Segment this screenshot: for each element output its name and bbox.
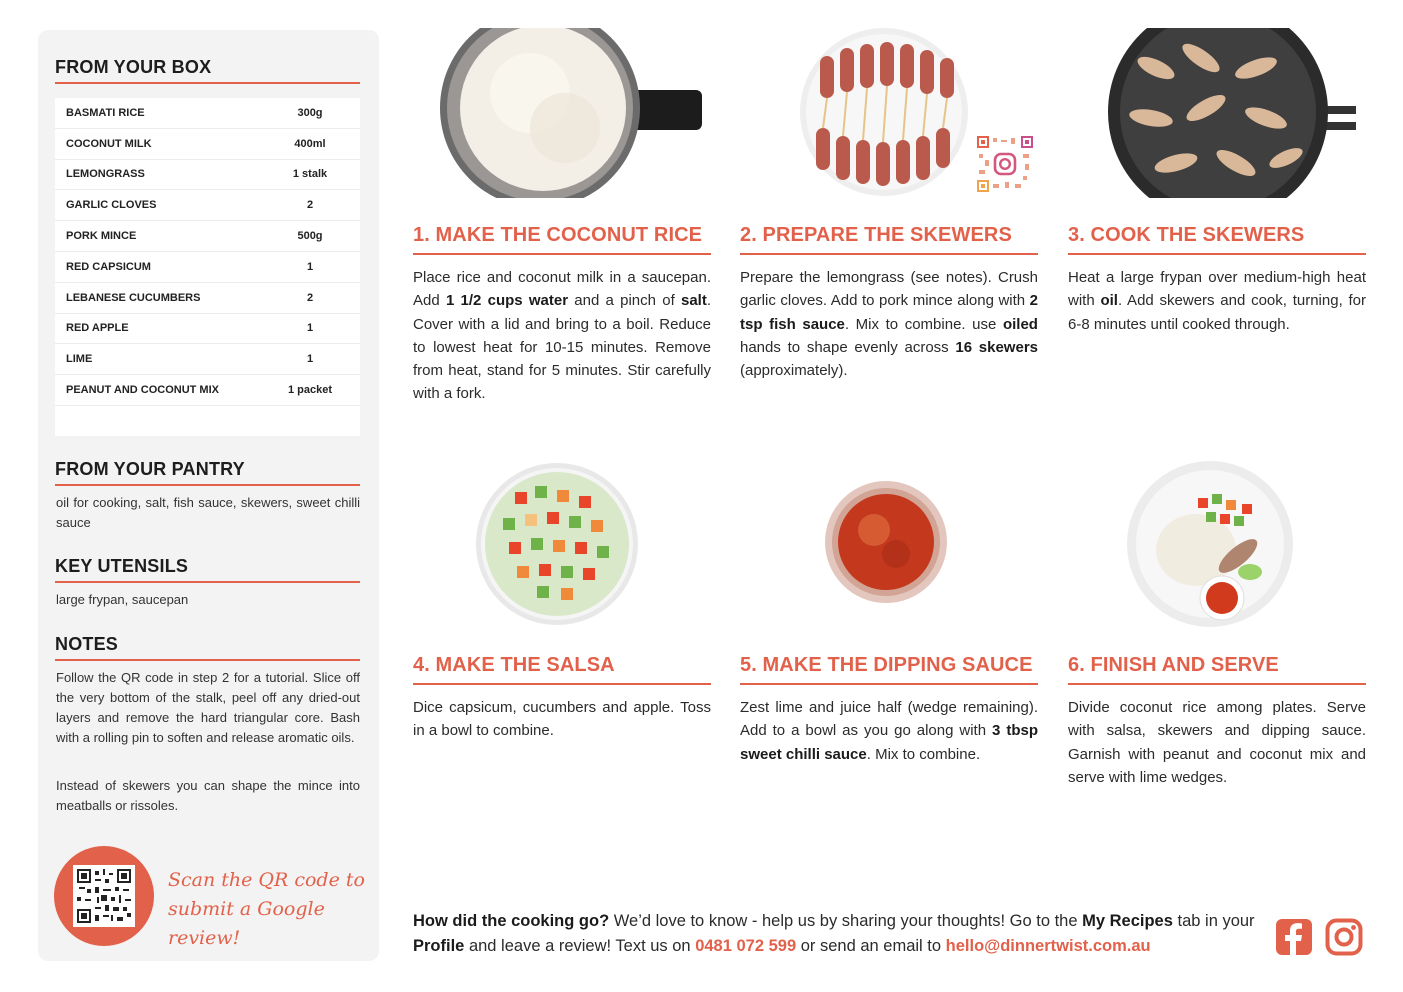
- heading-rule: [55, 581, 360, 583]
- ingredient-qty: 1 stalk: [292, 168, 328, 181]
- step-rule: [740, 683, 1038, 685]
- text-run: Divide coconut rice among plates. Serve with salsa, skewers and dipping sauce. Garnish with peanut and coconut mix and serve with lime wedges.: [1068, 699, 1366, 786]
- ingredient-name: LEMONGRASS: [66, 168, 145, 181]
- bold-text: 1 1/2 cups water: [445, 292, 569, 310]
- heading-rule: [55, 484, 360, 486]
- step-rule: [413, 683, 711, 685]
- step-5-title: 5. MAKE THE DIPPING SAUCE: [740, 654, 1033, 676]
- ingredient-name: COCONUT MILK: [66, 137, 152, 150]
- ingredient-row: [55, 344, 360, 375]
- ingredient-name: RED APPLE: [66, 322, 129, 335]
- raw-skewers-photo: [798, 28, 970, 198]
- bold-text: 16 skewers: [955, 338, 1038, 356]
- ingredient-row: [55, 314, 360, 345]
- text-run: hands to shape evenly across: [740, 338, 956, 356]
- text-run: Dice capsicum, cucumbers and apple. Toss in a bowl to combine.: [413, 699, 711, 740]
- ingredient-qty: 500g: [297, 230, 323, 243]
- from-your-box-heading: FROM YOUR BOX: [55, 57, 212, 77]
- ingredient-row: [55, 252, 360, 283]
- ingredient-qty: 2: [306, 199, 314, 212]
- pantry-text: oil for cooking, salt, fish sauce, skewers, sweet chilli sauce: [56, 495, 360, 530]
- instagram-qr-code-icon[interactable]: [977, 136, 1033, 192]
- review-footer-text: [413, 909, 1263, 959]
- ingredient-name: LIME: [66, 353, 93, 366]
- step-2-text: [740, 266, 1038, 382]
- bold-text: How did the cooking go?: [413, 912, 610, 930]
- step-4-title: 4. MAKE THE SALSA: [413, 654, 615, 676]
- ingredient-qty: 1: [306, 260, 314, 273]
- instagram-icon[interactable]: [1325, 918, 1363, 956]
- step-2-title: 2. PREPARE THE SKEWERS: [740, 224, 1012, 246]
- text-run: . Add skewers and cook, turning, for 6-8 minutes until cooked through.: [1068, 292, 1367, 333]
- text-run: We’d love to know - help us by sharing your thoughts! Go to the: [609, 912, 1083, 930]
- ingredient-name: LEBANESE CUCUMBERS: [66, 291, 201, 304]
- ingredient-qty: 1: [306, 322, 314, 335]
- step-rule: [413, 253, 711, 255]
- ingredient-name: RED CAPSICUM: [66, 260, 151, 273]
- step-rule: [740, 253, 1038, 255]
- scan-line: Scan the QR code to: [168, 869, 365, 891]
- heading-rule: [55, 82, 360, 84]
- step-1-title: 1. MAKE THE COCONUT RICE: [413, 224, 703, 246]
- text-run: and leave a review! Text us on: [464, 937, 696, 955]
- dipping-sauce-photo: [824, 480, 948, 604]
- step-6-text: [1068, 696, 1366, 789]
- step-3-title: 3. COOK THE SKEWERS: [1068, 224, 1305, 246]
- ingredient-name: PEANUT AND COCONUT MIX: [66, 384, 219, 397]
- text-run: . Mix to combine. use: [844, 315, 1003, 333]
- facebook-icon[interactable]: [1275, 918, 1313, 956]
- bold-text: oiled: [1002, 315, 1038, 333]
- ingredients-table: [55, 98, 360, 436]
- heading-rule: [55, 659, 360, 661]
- qr-code-icon[interactable]: [73, 865, 135, 927]
- text-run: Zest lime and juice half (wedge remaining). Add to a bowl as you go along with: [740, 699, 1038, 740]
- notes-heading: NOTES: [55, 634, 119, 654]
- from-your-pantry-heading: FROM YOUR PANTRY: [55, 459, 245, 479]
- step-rule: [1068, 683, 1366, 685]
- key-utensils-heading: KEY UTENSILS: [55, 556, 189, 576]
- bold-text: 3 tbsp sweet chilli sauce: [740, 722, 1038, 763]
- ingredient-qty: 2: [306, 291, 314, 304]
- contact-link[interactable]: hello@dinnertwist.com.au: [945, 937, 1151, 955]
- text-run: tab in your: [1172, 912, 1255, 930]
- cooking-skewers-photo: [1106, 28, 1356, 198]
- text-run: and a pinch of: [568, 292, 681, 310]
- text-run: (approximately).: [740, 362, 848, 380]
- text-run: Heat a large frypan over medium-high heat with: [1068, 269, 1366, 310]
- text-run: Place rice and coconut milk in a saucepan. Add: [413, 269, 711, 310]
- coconut-rice-photo: [440, 28, 702, 198]
- text-run: . Mix to combine.: [866, 745, 981, 763]
- text-run: . Cover with a lid and bring to a boil. Reduce to lowest heat for 10-15 minutes. Remove from heat, stand for 5 minutes. Stir carefully with a fork.: [413, 292, 712, 403]
- scan-qr-text: [168, 866, 368, 953]
- ingredient-row: [55, 160, 360, 191]
- text-run: Prepare the lemongrass (see notes). Crush garlic cloves. Add to pork mince along with: [740, 269, 1038, 310]
- ingredient-qty: 1: [306, 353, 314, 366]
- ingredient-qty: 300g: [297, 106, 323, 119]
- bold-text: salt: [680, 292, 707, 310]
- ingredient-row: [55, 98, 360, 129]
- ingredient-name: GARLIC CLOVES: [66, 199, 157, 212]
- utensils-text: large frypan, saucepan: [56, 592, 189, 607]
- scan-line: submit a Google review!: [168, 898, 325, 949]
- ingredient-qty: 1 packet: [287, 384, 333, 397]
- ingredient-name: PORK MINCE: [66, 230, 137, 243]
- ingredient-name: BASMATI RICE: [66, 106, 145, 119]
- bold-text: Profile: [413, 937, 465, 955]
- ingredient-row: [55, 221, 360, 252]
- step-1-text: [413, 266, 711, 406]
- ingredient-row: [55, 375, 360, 406]
- finished-plate-photo: [1126, 460, 1294, 628]
- step-6-title: 6. FINISH AND SERVE: [1068, 654, 1279, 676]
- qr-badge[interactable]: [54, 846, 154, 946]
- step-rule: [1068, 253, 1366, 255]
- bold-text: oil: [1100, 292, 1118, 310]
- bold-text: My Recipes: [1082, 912, 1173, 930]
- text-run: or send an email to: [796, 937, 946, 955]
- ingredient-row: [55, 190, 360, 221]
- step-5-text: [740, 696, 1038, 766]
- ingredient-row: [55, 283, 360, 314]
- contact-link[interactable]: 0481 072 599: [695, 937, 797, 955]
- notes-text-alt: Instead of skewers you can shape the mince into meatballs or rissoles.: [56, 778, 360, 813]
- sidebar: [38, 30, 379, 961]
- ingredient-qty: 400ml: [294, 137, 326, 150]
- ingredient-row: [55, 129, 360, 160]
- salsa-bowl-photo: [475, 462, 639, 626]
- step-3-text: [1068, 266, 1366, 336]
- notes-text: Follow the QR code in step 2 for a tutorial. Slice off the very bottom of the stalk, peel off any dried-out layers and remove the hard triangular core. Bash with a rolling pin to soften and release aromatic oils.: [56, 670, 360, 745]
- step-4-text: [413, 696, 711, 743]
- bold-text: 2 tsp fish sauce: [740, 292, 1038, 333]
